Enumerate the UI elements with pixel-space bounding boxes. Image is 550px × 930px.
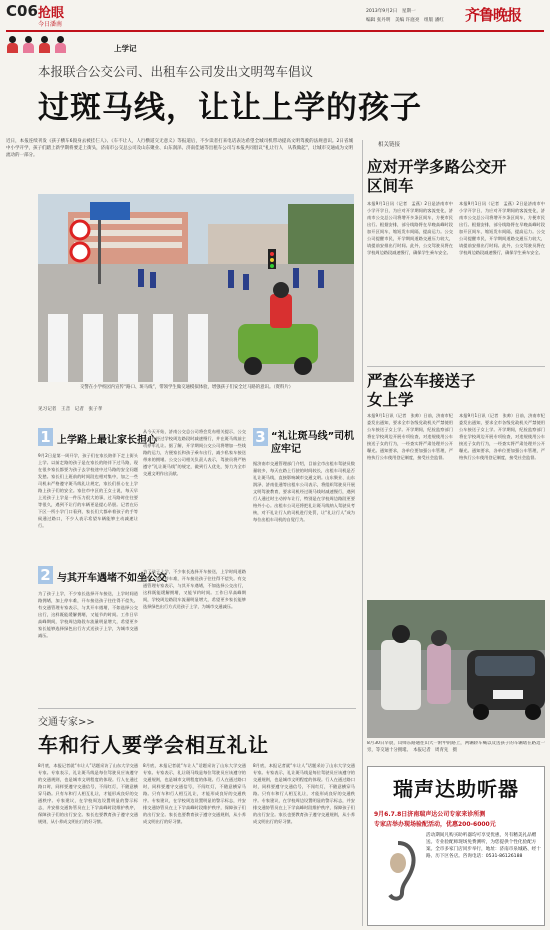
- editor-credits: 编辑 张丹明 美编 许庭亮 组版 潘红: [366, 18, 444, 23]
- issue-date: 2013年9月2日 星期一: [366, 9, 416, 14]
- ad-title: 瑞声达助听器: [393, 777, 519, 801]
- related-story1-title: 应对开学多路公交开区间车: [367, 158, 507, 195]
- related-story2-col1: 本报9月1日讯（记者 张帅）日前，济南市纪委发出通知，要求全市各级党政机关严禁使用公车接送子女上学。开学期间，纪检监察部门将在学校周边开展专项检查，对违规使用公车接送子女的行为，一经查实将严肃处理并公开曝光。通知要求，各单位要加强公车管理，严格执行公车使用登记制度，接受社会监督。: [367, 413, 453, 460]
- article-kicker: 本报联合公交公司、出租车公司发出文明驾车倡议: [38, 64, 314, 79]
- section-divider: [38, 708, 356, 709]
- col1-text-continued: 为了孩子上学，不少家长选择开车接送，上学时间道路拥堵，加上停车难，开车接送孩子往往得不偿失。有交通管理专家表示，与其开车遇堵，不如选择公交出行，这样既能缓解拥堵，又能节约时间。工作日早高峰期间，学校周边路段车流量明显增大，希望更多家长能够选择绿色出行方式送孩子上学，为城市交通减压。: [38, 591, 138, 638]
- newspaper-logo: 齐鲁晚报: [465, 6, 522, 24]
- section-number-2: 2: [38, 566, 53, 584]
- child-icon: [38, 36, 51, 54]
- child-icon: [6, 36, 19, 54]
- traffic-photo-caption: 8月30日早晨，山师东路通往山大一附中的路上，两辆轿车喊以及送孩子的车辆堵在路边一旁，等交通十分拥堵。 本报记者 周青先 摄: [367, 741, 545, 753]
- related-story2-title: 严查公车接送子女上学: [367, 372, 476, 409]
- section-number-1: 1: [38, 428, 53, 446]
- ad-headline-2: 专家店举办现场验配活动，优惠200-6000元: [374, 821, 496, 828]
- expert-col3: 8月底，本报记者就“车让人”话题采访了山东大学交通专家。专家表示，礼让斑马线是每位驾驶员应该遵守的交通规则，也是城市文明程度的体现。行人在通过路口时，同样要遵守交通信号，不闯红灯，不随意横穿马路。只有车和行人相互礼让，才能形成良好的交通秩序。专家建议，在学校周边设置明显的警示标志，并安排交通协管员在上下学高峰时段维护秩序，保障孩子们的出行安全。家长也要教育孩子遵守交通规则，从小养成文明出行的好习惯。: [253, 763, 355, 824]
- child-icon: [54, 36, 67, 54]
- section-title-1: 上学路上最让家长担心: [57, 435, 157, 446]
- related-divider: [367, 366, 545, 367]
- article-byline: 见习记者 王音 记者 张子孝: [38, 407, 103, 412]
- col2-text: 从今天开始，济南公交总公司将会发布相关提示，公交车会在经过学校周边路段时减速慢行，并在斑马线前主动停车礼让。据了解，开学期间公交公司将增加一些线路的运力，方便家长和孩子乘车出行，减少私家车接送带来的拥堵。公交公司相关负责人表示，驾驶员将严格遵守“礼让斑马线”的规定，做到行人优先，努力为全市交通文明作出贡献。: [143, 429, 246, 476]
- page-section-tag: 上学记: [114, 44, 137, 53]
- expert-title: 车和行人要学会相互礼让: [38, 733, 269, 757]
- article-lead: 近日，本报连续刊发《孩子横车6毁身去被挂仨人》、《车不让人，人行横道交无意义》等报道后，不少读者打来电话表达希望全城司机带动提高文明驾驶的法规意识。2日省城中小学开学，孩子们踏上新学期将要走上街头，济南市公交总公司及山东聚业、山东润泽、济南佳通等出租车公司与本报共同倡议“礼让行人 从我做起”，让城市交通成为文明流动的一部分。: [6, 139, 353, 158]
- hearing-aid-icon: [376, 839, 420, 903]
- ad-headline-1: 9月6.7.8日济南瑞声达公司专家来诊所测: [374, 811, 486, 818]
- page-code: C06: [6, 2, 38, 20]
- related-story2-col2: 本报9月1日讯（记者 张帅）日前，济南市纪委发出通知，要求全市各级党政机关严禁使用公车接送子女上学。开学期间，纪检监察部门将在学校周边开展专项检查，对违规使用公车接送子女的行为，一经查实将严肃处理并公开曝光。通知要求，各单位要加强公车管理，严格执行公车使用登记制度，接受社会监督。: [459, 413, 545, 460]
- expert-label: 交通专家>>: [38, 717, 95, 728]
- related-story1-col1: 本报9月1日讯（记者 孟燕）2日是济南市中小学开学日，为应对开学期间的客流变化，济南市公交总公司将增开多条区间车，方便市民出行。根据安排，部分线路将在早晚高峰时段加开区间车，缩短发车间隔，提高运力。公交公司提醒市民，开学期间道路交通压力较大，请提前安排出行时间。此外，公交驾驶员将在学校周边路段减速慢行，确保学生乘车安全。: [367, 201, 453, 255]
- section-title-3: “礼让斑马线”司机应牢记: [271, 431, 355, 455]
- section-number-3: 3: [253, 428, 268, 446]
- child-icon: [22, 36, 35, 54]
- expert-col2: 8月底，本报记者就“车让人”话题采访了山东大学交通专家。专家表示，礼让斑马线是每位驾驶员应该遵守的交通规则，也是城市文明程度的体现。行人在通过路口时，同样要遵守交通信号，不闯红灯，不随意横穿马路。只有车和行人相互礼让，才能形成良好的交通秩序。专家建议，在学校周边设置明显的警示标志，并安排交通协管员在上下学高峰时段维护秩序，保障孩子们的出行安全。家长也要教育孩子遵守交通规则，从小养成文明出行的好习惯。: [143, 763, 246, 824]
- col2-text-continued: 为了孩子上学，不少家长选择开车接送，上学时间道路拥堵，加上停车难，开车接送孩子往往得不偿失。有交通管理专家表示，与其开车遇堵，不如选择公交出行，这样既能缓解拥堵，又能节约时间。工作日早高峰期间，学校周边路段车流量明显增大，希望更多家长能够选择绿色出行方式送孩子上学，为城市交通减压。: [143, 569, 246, 609]
- photo-caption: 交警在小学校园内宣传“路口、斑马线”，带领学生做交通模拟体验，增强孩子们安全过马路的意识。（资料片）: [80, 385, 294, 390]
- related-story1-col2: 本报9月1日讯（记者 孟燕）2日是济南市中小学开学日，为应对开学期间的客流变化，济南市公交总公司将增开多条区间车，方便市民出行。根据安排，部分线路将在早晚高峰时段加开区间车，缩短发车间隔，提高运力。公交公司提醒市民，开学期间道路交通压力较大，请提前安排出行时间。此外，公交驾驶员将在学校周边路段减速慢行，确保学生乘车安全。: [459, 201, 545, 255]
- ad-body-text: 活动期间凡购买助听器均可享受优惠，另有精美礼品赠送。专业验配师现场免费测听，为您提供个性化验配方案。全市多家门店同步举行，地址：济南市泉城路、经十路、历下区各店。咨询电话：0531-86126188: [426, 833, 541, 859]
- col1-text: 9月2日是第一周开学，孩子们在家长陪伴下走上街头上学。以前走路的孩子是在家长的陪伴下过马路，现在很多家长都要为孩子去学校途中过马路的安全问题发愁。家长们上班前的时间段也相对集中，加之一些司机未严格遵守斑马线礼让规定，家长们担心在上学路上孩子们的安全。家住市中区的王女士说，每天早上送孩子上学是一件压力很大的事，过马路时往往要等很久，遇到不让行的车辆更是提心吊胆。记者在历下区一所小学门口看到，家长们大都牵着孩子的手等候通过路口，不少人表示希望车辆能够主动减速让行。: [38, 453, 138, 528]
- section-title-2: 与其开车遇堵不如坐公交: [57, 573, 167, 584]
- expert-col1: 8月底，本报记者就“车让人”话题采访了山东大学交通专家。专家表示，礼让斑马线是每位驾驶员应该遵守的交通规则，也是城市文明程度的体现。行人在通过路口时，同样要遵守交通信号，不闯红灯，不随意横穿马路。只有车和行人相互礼让，才能形成良好的交通秩序。专家建议，在学校周边设置明显的警示标志，并安排交通协管员在上下学高峰时段维护秩序，保障孩子们的出行安全。家长也要教育孩子遵守交通规则，从小养成文明出行的好习惯。: [38, 763, 138, 824]
- hearing-aid-ad: [367, 766, 545, 926]
- related-tag: 相关链接: [378, 142, 401, 148]
- children-icon-strip: [6, 36, 106, 54]
- col3-text: 据济南市交通管理部门介绍，目前全市出租车驾驶员数量较多，每天在路上行驶的时间较长，出租车司机是否礼让斑马线，直接影响城市交通文明。山东聚业、山东润泽、济南佳通等出租车公司表示，将组织驾驶员开展文明驾驶教育，要求司机经过斑马线时减速慢行，遇到行人通过时主动停车让行，特别是在学校周边路段更要格外小心。出租车公司还将把礼让斑马线纳入驾驶员考核，对不礼让行人的司机进行处罚，让“礼让行人”成为每位出租车司机的自觉行为。: [253, 461, 355, 522]
- section-name: 抢眼: [38, 6, 65, 21]
- column-divider: [362, 140, 363, 926]
- article-headline: 过斑马线，让让上学的孩子: [38, 90, 422, 126]
- header-rule: [6, 30, 544, 32]
- sub-section-name: 今日潘南: [38, 21, 63, 28]
- school-crossing-photo: [38, 194, 354, 382]
- traffic-photo: [367, 600, 545, 738]
